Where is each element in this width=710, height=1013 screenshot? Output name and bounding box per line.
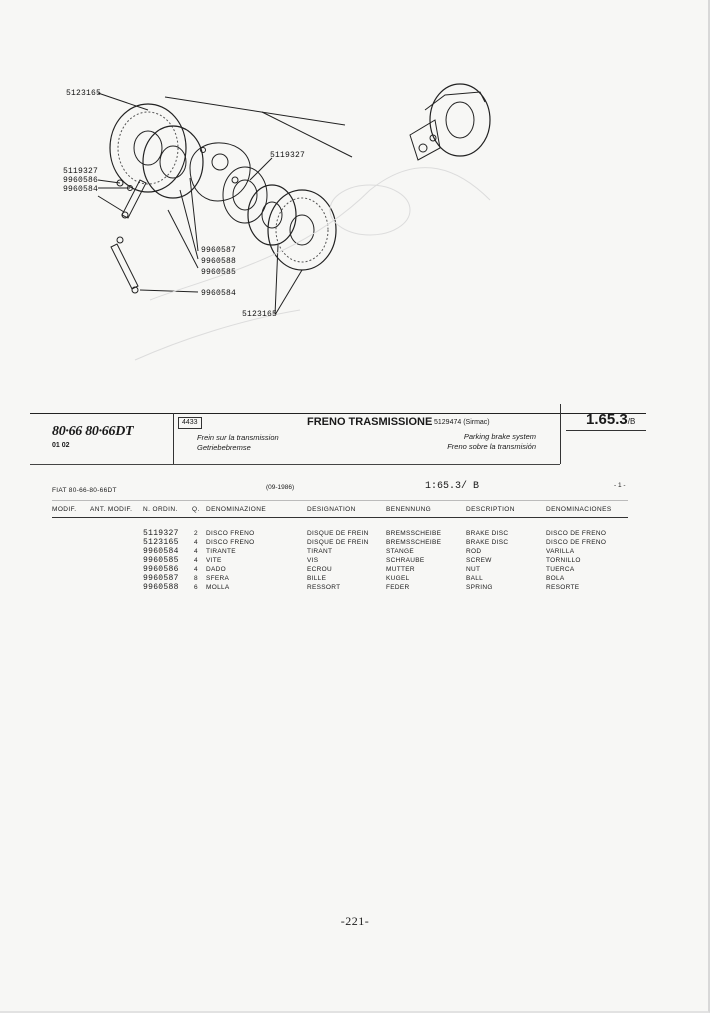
cell-italian: MOLLA [206, 584, 230, 591]
callout-left-2: 9960586 [63, 176, 99, 185]
cell-english: SPRING [466, 584, 493, 591]
cell-french: DISQUE DE FREIN [307, 539, 369, 546]
cell-quantity: 6 [194, 584, 198, 591]
title-reference: 5129474 (Sirmac) [434, 419, 490, 426]
cell-order-number: 9960588 [143, 583, 179, 592]
header-rule-bottom [30, 464, 560, 465]
callout-right-4: 9960584 [201, 289, 237, 298]
brake-disc-left [110, 104, 186, 192]
catalog-reference [586, 411, 635, 428]
col-header-denominaciones: DENOMINACIONES [546, 506, 612, 513]
callout-bottom: 5123165 [242, 310, 278, 319]
cell-italian: DISCO FRENO [206, 539, 255, 546]
cell-italian: VITE [206, 557, 222, 564]
cell-spanish: DISCO DE FRENO [546, 539, 607, 546]
exploded-view-diagram [40, 40, 680, 400]
cell-german: BREMSSCHEIBE [386, 539, 442, 546]
cell-french: RESSORT [307, 584, 341, 591]
subtitle-english: Parking brake system [463, 432, 536, 441]
col-header-ant-modif: ANT. MODIF. [90, 506, 133, 513]
callout-right-3: 9960585 [201, 268, 237, 277]
callout-top-left: 5123165 [66, 89, 102, 98]
cell-order-number: 9960584 [143, 547, 179, 556]
cell-spanish: DISCO DE FRENO [546, 530, 607, 537]
cell-quantity: 4 [194, 539, 198, 546]
cell-order-number: 9960587 [143, 574, 179, 583]
col-header-benennung: BENENNUNG [386, 506, 432, 513]
subtitle-spanish: Freno sobre la transmisión [447, 442, 536, 451]
reference-rule [566, 430, 646, 431]
cell-quantity: 2 [194, 530, 198, 537]
tie-rod-lower [111, 244, 138, 289]
subtitle-french: Frein sur la transmission [197, 433, 279, 442]
col-header-designation: DESIGNATION [307, 506, 356, 513]
header-divider-left [173, 413, 174, 464]
model-variants: 01 02 [52, 442, 70, 449]
cell-quantity: 4 [194, 566, 198, 573]
col-header-denominazione: DENOMINAZIONE [206, 506, 267, 513]
cell-english: BALL [466, 575, 484, 582]
table-header-rule-bottom [52, 517, 628, 518]
cell-quantity: 4 [194, 548, 198, 555]
callout-right-1: 9960587 [201, 246, 237, 255]
cell-french: TIRANT [307, 548, 333, 555]
table-row [0, 557, 700, 566]
cell-spanish: VARILLA [546, 548, 575, 555]
col-header-q: Q. [192, 506, 200, 513]
cell-order-number: 9960585 [143, 556, 179, 565]
actuator-plate [190, 143, 250, 201]
callout-left-1: 5119327 [63, 167, 99, 176]
cell-spanish: RESORTE [546, 584, 580, 591]
cell-italian: TIRANTE [206, 548, 236, 555]
callout-mid-top: 5119327 [270, 151, 306, 160]
callout-left-3: 9960584 [63, 185, 99, 194]
table-header-rule-top [52, 500, 628, 501]
catalog-reference-number: 1.65.3 [586, 411, 628, 428]
cell-french: DISQUE DE FREIN [307, 530, 369, 537]
cell-german: FEDER [386, 584, 410, 591]
table-row [0, 548, 700, 557]
cell-italian: SFERA [206, 575, 230, 582]
cell-quantity: 4 [194, 557, 198, 564]
cell-german: MUTTER [386, 566, 415, 573]
table-row [0, 584, 700, 593]
table-row [0, 530, 700, 539]
table-row [0, 575, 700, 584]
col-header-modif: MODIF. [52, 506, 77, 513]
col-header-n-ordin: N. ORDIN. [143, 506, 178, 513]
cell-order-number: 5123165 [143, 538, 179, 547]
cell-english: BRAKE DISC [466, 539, 509, 546]
cell-italian: DISCO FRENO [206, 530, 255, 537]
cell-spanish: BOLA [546, 575, 565, 582]
page-title: FRENO TRASMISSIONE [307, 416, 433, 428]
cell-english: ROD [466, 548, 482, 555]
section-code-box: 4433 [178, 417, 202, 429]
table-row [0, 566, 700, 575]
cell-english: BRAKE DISC [466, 530, 509, 537]
cell-german: STANGE [386, 548, 415, 555]
assembled-brake [410, 84, 490, 160]
cell-order-number: 5119327 [143, 529, 179, 538]
cell-spanish: TUERCA [546, 566, 575, 573]
header-rule-top [30, 413, 646, 414]
cell-french: ECROU [307, 566, 332, 573]
cell-order-number: 9960586 [143, 565, 179, 574]
cell-spanish: TORNILLO [546, 557, 581, 564]
cell-german: BREMSSCHEIBE [386, 530, 442, 537]
applicability-models: FIAT 80-66-80-66DT [52, 487, 117, 494]
cell-french: BILLE [307, 575, 327, 582]
cell-italian: DADO [206, 566, 226, 573]
model-names: 80·66 80·66DT [52, 424, 134, 439]
cell-english: NUT [466, 566, 481, 573]
header-divider-right [560, 404, 561, 464]
applicability-dates: (09-1986) [266, 484, 295, 491]
cell-french: VIS [307, 557, 319, 564]
cell-german: KUGEL [386, 575, 410, 582]
subtitle-german: Getriebebremse [197, 443, 251, 452]
catalog-reference-suffix: /B [627, 417, 636, 426]
page-mark: - 1 - [614, 482, 626, 489]
table-reference: 1:65.3/ B [425, 481, 480, 492]
cell-english: SCREW [466, 557, 492, 564]
callout-right-2: 9960588 [201, 257, 237, 266]
cell-quantity: 8 [194, 575, 198, 582]
cell-german: SCHRAUBE [386, 557, 425, 564]
col-header-description: DESCRIPTION [466, 506, 515, 513]
page-number: -221- [340, 914, 370, 928]
table-row [0, 539, 700, 548]
